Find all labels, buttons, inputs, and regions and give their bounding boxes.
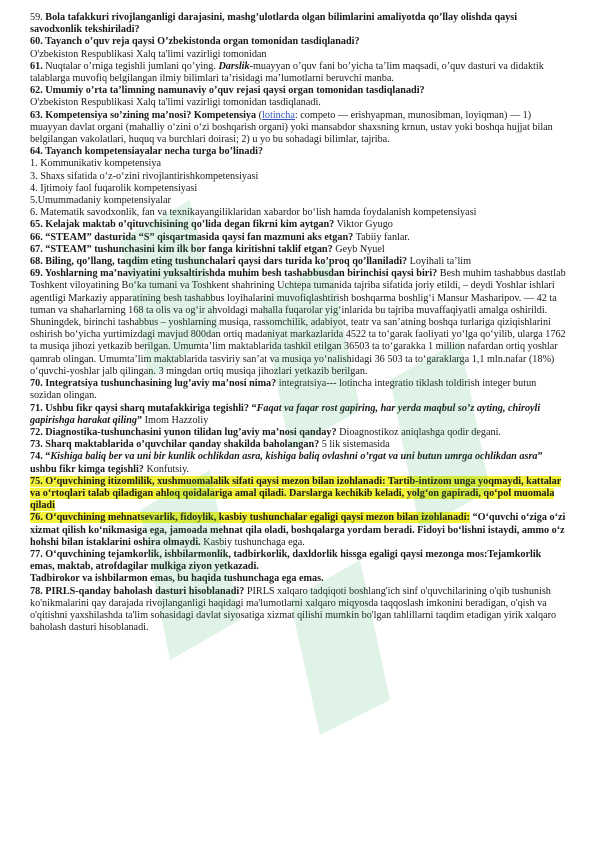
- text-segment: ”: [137, 414, 143, 426]
- paragraph-q65: [30, 219, 566, 231]
- paragraph-a60: [30, 49, 566, 61]
- paragraph-q63: [30, 110, 566, 147]
- paragraph-q78: [30, 586, 566, 635]
- text-segment: 77. O‘quvchining tejamkorlik, ishbilarmonlik, tadbirkorlik, daxldorlik hissga egaligi qaysi mezonga mos:Tejamkorlik emas, maktab, atrofdagilar mulkiga ziyon yetkazadi.: [30, 548, 542, 573]
- text-segment: Dioagnostikoz aniqlashga qodir degani.: [336, 426, 501, 438]
- paragraph-q67: [30, 244, 566, 256]
- text-segment: Tabiiy fanlar.: [353, 231, 410, 243]
- text-segment: (: [256, 109, 263, 121]
- paragraph-q72: [30, 427, 566, 439]
- text-segment: integratsiya--- lotincha integratio tiklash toldirish integer butun sozidan olingan.: [30, 378, 537, 402]
- text-segment: 66. “STEAM” dasturida “S” qisqartmasida qaysi fan mazmuni aks etgan?: [30, 231, 354, 243]
- text-segment: 6. Matematik savodxonlik, fan va texnikayangiliklaridan xabardor bo‘lish hamda foydalanish kompetensiyasi: [30, 207, 477, 219]
- text-segment: Besh muhim tashabbus dastlab Toshkent viloyatining Bo‘ka tumani va Toshkent shahrining Uchtepa tumanida tajriba sifatida joriy etildi, – deydi Yoshlar ishlari agentligi Markaziy apparatining besh tashabbus loyihalarini muvofiqlashtirish boshqarma boshlig‘i Mansur Masharipov. — 42 ta tuman va shaharlarning 168 ta olis va og‘ir ahvoldagi mahalla fuqarolar yig‘inlarida bu tajriba muvaffaqiyatli amalga oshirildi. Shuningdek, birinchi tashabbus – yoshlarning musiqa, rassomchilik, adabiyot, teatr va san’atning boshqa turlariga qiziqishlarini oshirish bo‘yicha yurtimizdagi mavjud 800dan ortiq madaniyat markazlarida 4522 ta to‘garak faoliyati yo‘lga qo‘yilib, ularga 1762 ta musiqa jihozi yetkazib berilgan. Umumta’lim maktablarida tashkil etilgan 36503 ta to‘garakka 1 million nafardan ortiq yoshlar qamrab olingan. Umumta’lim maktablarida tasviriy san’at va musiqa yo‘nalishidagi 36 503 ta to‘garaklarga 1,1 mln.nafar (18%) o‘quvchi-yoshlar jalb qilingan. 3 mingdan ortiq musiqa jihozlari yetkazib berilgan.: [30, 268, 566, 377]
- paragraph-q64: [30, 146, 566, 158]
- text-segment: Kishiga baliq ber va uni bir kunlik ochlikdan asra, kishiga baliq ovlashni o’rgat va uni butun umrga ochlikdan asra: [50, 451, 538, 463]
- text-segment: 5 lik sistemasida: [319, 439, 390, 451]
- paragraph-a64-3: [30, 171, 566, 183]
- text-segment: 3. Shaxs sifatida o‘z-o‘zini rivojlantirishkompetensiyasi: [30, 170, 259, 182]
- text-segment: Imom Hazzoliy: [142, 414, 209, 426]
- text-segment: 67. “STEAM” tushunchasini kim ilk bor fanga kiritishni taklif etgan?: [30, 243, 333, 255]
- paragraph-a64-4: [30, 183, 566, 195]
- paragraph-q74: [30, 451, 566, 475]
- text-segment: Geyb Nyuel: [332, 243, 385, 255]
- paragraph-q75: [30, 476, 566, 513]
- text-segment: Nuqtalar o’rniga tegishli jumlani qo’ying.: [45, 60, 219, 72]
- text-segment: O'zbekiston Respublikasi Xalq ta'limi vazirligi tomonidan: [30, 48, 267, 60]
- paragraph-q77b: [30, 573, 566, 585]
- paragraph-q62: [30, 85, 566, 97]
- paragraph-q66: [30, 232, 566, 244]
- text-segment: 72. Diagnostika-tushunchasini yunon tilidan lug’aviy ma’nosi qanday?: [30, 426, 337, 438]
- paragraph-a64-5: [30, 195, 566, 207]
- text-segment: 5.Umummadaniy kompetensiyalar: [30, 195, 171, 207]
- paragraph-q73: [30, 439, 566, 451]
- text-segment: Tadbirokor va ishbilarmon emas, bu haqida tushunchaga ega emas.: [30, 573, 324, 585]
- paragraph-q61: [30, 61, 566, 85]
- text-segment: O'zbekiston Respublikasi Xalq ta'limi vazirligi tomonidan tasdiqlanadi.: [30, 97, 321, 109]
- text-segment: 73. Sharq maktablarida o’quvchilar qanday shakilda baholangan?: [30, 439, 320, 451]
- paragraph-q76: [30, 512, 566, 549]
- paragraph-q68: [30, 256, 566, 268]
- paragraph-q70: [30, 378, 566, 402]
- text-segment: 64. Tayanch kompetensiayalar necha turga bo’linadi?: [30, 146, 264, 158]
- paragraph-q59: [30, 12, 566, 36]
- text-segment: Darslik-: [218, 60, 253, 72]
- text-segment: : competo — erishyapman, munosibman, loyiqman) — 1) muayyan davlat organi (mahalliy o‘zini o‘zi boshqarish organi) yoki mansabdor shaxsning krnun, ustav yoki boshqa hujjat bilan belgilangan vakolatlari, huquq va burchlari doirasi; 2) u yo bu sohadagi bilimlar, tajriba.: [30, 109, 553, 146]
- paragraph-q60: [30, 36, 566, 48]
- paragraph-q71: [30, 403, 566, 427]
- paragraph-q77: [30, 549, 566, 573]
- text-segment: 63. Kompetensiya so’zining ma’nosi? Kompetensiya: [30, 109, 257, 121]
- paragraph-q69: [30, 268, 566, 378]
- text-segment: 71. Ushbu fikr qaysi sharq mutafakkiriga tegishli? “: [30, 402, 257, 414]
- text-segment: 78. PIRLS-qanday baholash dasturi hisoblanadi?: [30, 585, 245, 597]
- text-segment: 60. Tayanch o’quv reja qaysi O’zbekistonda organ tomonidan tasdiqlanadi?: [30, 36, 360, 48]
- text-segment: 74. “: [30, 451, 51, 463]
- text-segment: 65. Kelajak maktab o’qituvchisining qo’lida degan fikrni kim aytgan?: [30, 219, 335, 231]
- paragraph-a64-6: [30, 207, 566, 219]
- text-segment: Viktor Gyugo: [334, 219, 393, 231]
- text-segment: 75. O‘quvchining itizomlilik, xushmuomalalik sifati qaysi mezon bilan izohlanadi: Tartib-intizom unga yoqmaydi, kattalar va o‘rtoqlari talab qiladigan ahloq qoidalariga amal qiladi. Darslarga kechikib keladi, yolg‘on gapiradi, qo‘pol muomala qiladi: [30, 475, 562, 512]
- text-segment: Faqat va faqar rost gapiring, har yerda maqbul so’z ayting, chiroyli gapirishga harakat qiling: [30, 402, 541, 426]
- text-segment: 61.: [30, 60, 46, 72]
- text-segment: Bola tafakkuri rivojlanganligi darajasini, mashg’ulotlarda olgan bilimlarini amaliyotda qo’llay olishda qaysi savodxonlik tekshiriladi?: [30, 12, 518, 36]
- document-text: [30, 12, 566, 634]
- text-segment: 59.: [30, 12, 46, 23]
- text-segment: 76. O‘quvchining mehnatsevarlik, fidoylik, kasbiy tushunchalar egaligi qaysi mezon bilan izohlanadi:: [30, 512, 470, 524]
- text-segment: ” ushbu fikr kimga tegishli?: [30, 451, 543, 475]
- text-segment: Loyihali ta’lim: [407, 256, 472, 268]
- text-segment: 4. Ijtimoiy faol fuqarolik kompetensiyasi: [30, 182, 198, 194]
- text-segment: PIRLS xalqaro tadqiqoti boshlang'ich sinf o'quvchilarining o'qib tushunish ko'nikmalarini qay darajada rivojlanganligi haqidagi ma'lumotlarni xalqaro miqyosda taqqoslash imkonini beradigan, o'qish va o'qitishni yaxshilashda ta'lim sohasidagi davlat siyosatiga xizmat qilishi mumkin bo'lgan tahlillarni taqdim etadigan yirik xalqaro baholash dasturi hisoblanadi.: [30, 585, 557, 634]
- text-segment: muayyan o’quv fani bo’yicha ta’lim maqsadi, o’quv dasturi va didaktik talablarga muvofiq belgilangan ilmiy bilimlari ta’risidagi ma’lumotlarni beruvchi manba.: [30, 60, 544, 85]
- paragraph-a62: [30, 97, 566, 109]
- text-segment: 69. Yoshlarning ma’naviyatini yuksaltirishda muhim besh tashabbusdan birinchisi qaysi biri?: [30, 268, 438, 280]
- text-segment: Konfutsiy.: [143, 463, 190, 475]
- paragraph-a64-1: [30, 158, 566, 170]
- text-segment: Kasbiy tushunchaga ega.: [200, 536, 305, 548]
- text-segment: 70. Integratsiya tushunchasining lug’aviy ma’nosi nima?: [30, 378, 277, 390]
- link-text[interactable]: lotincha: [262, 109, 295, 121]
- text-segment: 1. Kommunikativ kompetensiya: [30, 158, 162, 170]
- text-segment: 62. Umumiy o’rta ta’limning namunaviy o’quv rejasi qaysi organ tomonidan tasdiqlanadi?: [30, 85, 425, 97]
- text-segment: 68. Biling, qo’llang, taqdim eting tushunchalari qaysi dars turida ko’proq qo’llaniladi?: [30, 256, 408, 268]
- text-segment: “O‘quvchi o‘ziga o‘zi xizmat qilish ko‘nikmasiga ega, jamoada mehnat qila oladi, boshqalarga yordam beradi. Fidoyi bo‘lishni istaydi, ammo o‘z hohshi bilan istaklarini oshira olmaydi.: [30, 512, 566, 548]
